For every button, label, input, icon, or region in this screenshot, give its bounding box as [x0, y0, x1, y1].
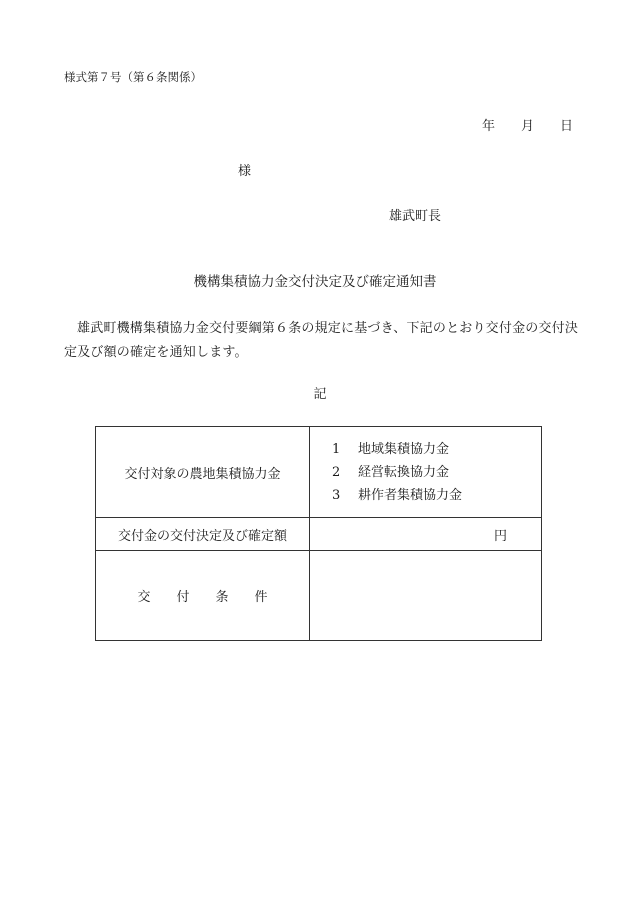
- sender: 雄武町長: [389, 209, 442, 224]
- table-row-type: [96, 427, 542, 518]
- ki-heading: 記: [313, 387, 327, 402]
- type-list-cell: [310, 427, 542, 518]
- conditions-label-char: 条: [215, 590, 229, 605]
- list-item: [332, 438, 541, 461]
- list-item-text: 経営転換協力金: [358, 464, 450, 480]
- conditions-label-char: 件: [254, 590, 268, 605]
- list-item-text: 地域集積協力金: [358, 441, 450, 457]
- table-row-conditions: [96, 551, 542, 641]
- conditions-cell: [310, 551, 542, 641]
- conditions-label-char: 付: [176, 590, 190, 605]
- type-list: [310, 438, 541, 507]
- details-table: [95, 426, 542, 641]
- conditions-label: [96, 551, 310, 641]
- table-row-amount: [96, 518, 542, 551]
- date-year: 年: [482, 119, 496, 134]
- date-day: 日: [560, 119, 574, 134]
- date-month: 月: [521, 119, 535, 134]
- list-item-number: 2: [332, 464, 341, 480]
- conditions-label-char: 交: [137, 590, 151, 605]
- form-number: 様式第７号（第６条関係）: [64, 70, 202, 84]
- list-item-text: 耕作者集積協力金: [358, 487, 463, 503]
- list-item-number: 1: [332, 441, 341, 457]
- date-line: [482, 115, 573, 134]
- type-label: 交付対象の農地集積協力金: [96, 427, 310, 518]
- amount-cell: 円: [310, 518, 542, 551]
- body-text: 雄武町機構集積協力金交付要綱第６条の規定に基づき、下記のとおり交付金の交付決定及び額の確定を通知します。: [64, 321, 579, 360]
- addressee-suffix: 様: [238, 164, 252, 179]
- document-title: 機構集積協力金交付決定及び確定通知書: [193, 274, 437, 290]
- list-item-number: 3: [332, 487, 341, 503]
- list-item: [332, 484, 541, 507]
- amount-label: 交付金の交付決定及び確定額: [96, 518, 310, 551]
- list-item: [332, 461, 541, 484]
